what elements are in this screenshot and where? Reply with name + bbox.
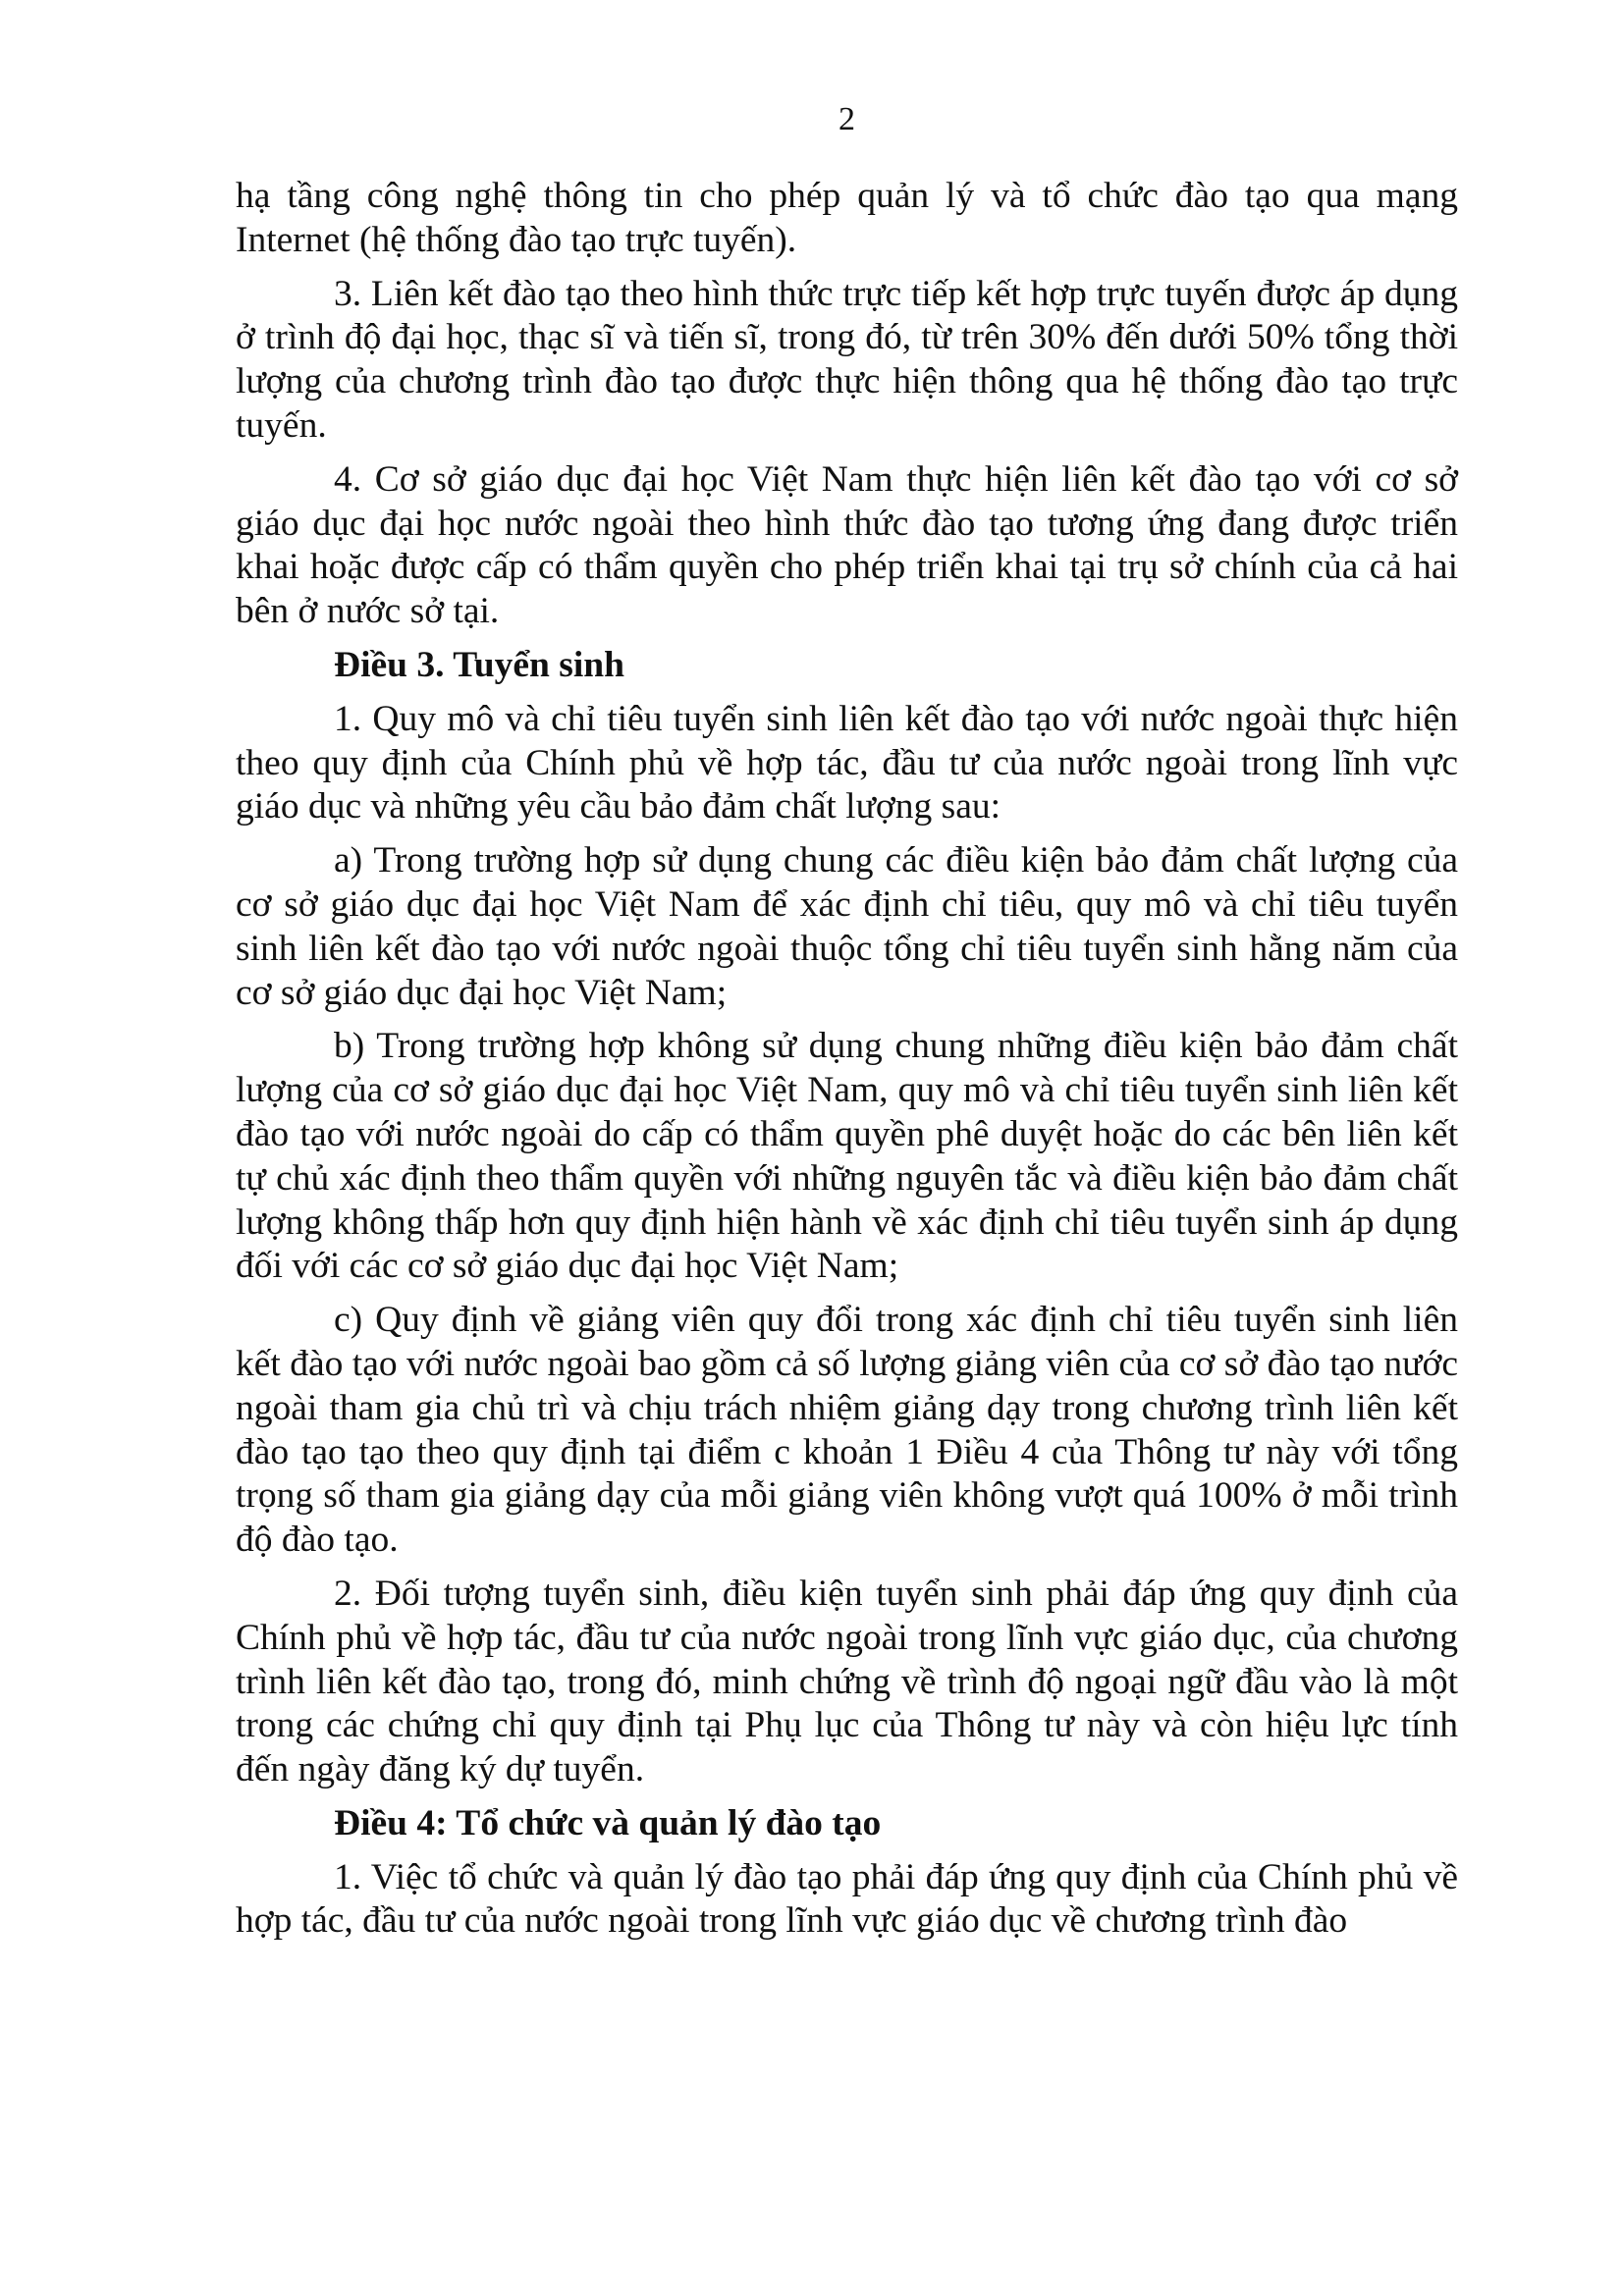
paragraph-continuation: hạ tầng công nghệ thông tin cho phép quản lý và tổ chức đào tạo qua mạng Internet (hệ thống đào tạo trực tuyến). [236, 176, 1458, 260]
paragraph-point-a: a) Trong trường hợp sử dụng chung các điều kiện bảo đảm chất lượng của cơ sở giáo dục đại học Việt Nam để xác định chỉ tiêu, quy mô và chỉ tiêu tuyển sinh liên kết đào tạo với nước ngoài thuộc tổng chỉ tiêu tuyển sinh hằng năm của cơ sở giáo dục đại học Việt Nam; [236, 840, 1458, 1013]
paragraph-clause-3: 3. Liên kết đào tạo theo hình thức trực tiếp kết hợp trực tuyến được áp dụng ở trình độ đại học, thạc sĩ và tiến sĩ, trong đó, từ trên 30% đến dưới 50% tổng thời lượng của chương trình đào tạo được thực hiện thông qua hệ thống đào tạo trực tuyến. [236, 273, 1458, 446]
document-body [236, 175, 1458, 1953]
paragraph-point-b: b) Trong trường hợp không sử dụng chung những điều kiện bảo đảm chất lượng của cơ sở giáo dục đại học Việt Nam, quy mô và chỉ tiêu tuyển sinh liên kết đào tạo với nước ngoài do cấp có thẩm quyền phê duyệt hoặc do các bên liên kết tự chủ xác định theo thẩm quyền với những nguyên tắc và điều kiện bảo đảm chất lượng không thấp hơn quy định hiện hành về xác định chỉ tiêu tuyển sinh áp dụng đối với các cơ sở giáo dục đại học Việt Nam; [236, 1026, 1458, 1287]
paragraph-article-3-clause-2: 2. Đối tượng tuyển sinh, điều kiện tuyển sinh phải đáp ứng quy định của Chính phủ về hợp tác, đầu tư của nước ngoài trong lĩnh vực giáo dục, của chương trình liên kết đào tạo, trong đó, minh chứng về trình độ ngoại ngữ đầu vào là một trong các chứng chỉ quy định tại Phụ lục của Thông tư này và còn hiệu lực tính đến ngày đăng ký dự tuyển. [236, 1573, 1458, 1790]
paragraph-point-c: c) Quy định về giảng viên quy đổi trong xác định chỉ tiêu tuyển sinh liên kết đào tạo với nước ngoài bao gồm cả số lượng giảng viên của cơ sở đào tạo nước ngoài tham gia chủ trì và chịu trách nhiệm giảng dạy trong chương trình liên kết đào tạo tạo theo quy định tại điểm c khoản 1 Điều 4 của Thông tư này với tổng trọng số tham gia giảng dạy của mỗi giảng viên không vượt quá 100% ở mỗi trình độ đào tạo. [236, 1300, 1458, 1561]
article-4-heading: Điều 4: Tổ chức và quản lý đào tạo [334, 1802, 882, 1843]
page-number: 2 [839, 101, 855, 137]
paragraph-article-4-clause-1: 1. Việc tổ chức và quản lý đào tạo phải đáp ứng quy định của Chính phủ về hợp tác, đầu tư của nước ngoài trong lĩnh vực giáo dục về chương trình đào [236, 1856, 1458, 1942]
article-3-heading: Điều 3. Tuyển sinh [334, 644, 624, 685]
paragraph-article-3-clause-1: 1. Quy mô và chỉ tiêu tuyển sinh liên kết đào tạo với nước ngoài thực hiện theo quy định của Chính phủ về hợp tác, đầu tư của nước ngoài trong lĩnh vực giáo dục và những yêu cầu bảo đảm chất lượng sau: [236, 698, 1458, 828]
document-page [236, 0, 1458, 2296]
paragraph-clause-4: 4. Cơ sở giáo dục đại học Việt Nam thực hiện liên kết đào tạo với cơ sở giáo dục đại học nước ngoài theo hình thức đào tạo tương ứng đang được triển khai hoặc được cấp có thẩm quyền cho phép triển khai tại trụ sở chính của cả hai bên ở nước sở tại. [236, 458, 1458, 632]
